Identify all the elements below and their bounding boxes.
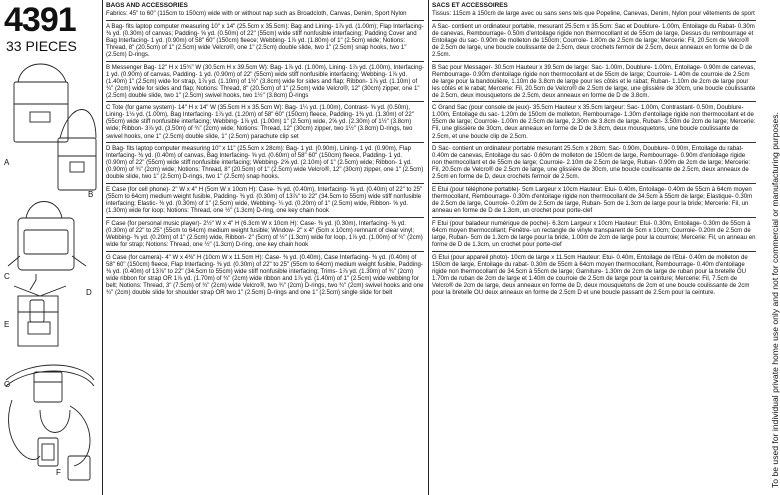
french-fabrics: Tissus: 115cm à 150cm de large avec ou sans sens tels que Popeline, Canevas, Denim, Nylon pour vêtements de sport <box>432 10 755 18</box>
case-e-drawing <box>30 274 44 322</box>
figure-label-f: F <box>56 468 61 477</box>
divider-left <box>102 0 103 495</box>
bag-d-drawing <box>14 286 66 346</box>
english-column <box>106 2 424 492</box>
french-section: G Etui (pour appareil photo)- 10cm de large x 11.5cm Hauteur: Etui- 0.40m, Entoilage de l'Etui- 0.40m de molleton de 150cm de large, Entoilage du rabat- 0.30m de 55cm à 64cm moyen thermocollant, Rembourrage- 0.40m d'entoilage rigide non thermocollant de 34.5cm à 55cm de large; Garniture- 1.30m de 2cm de large de ruban pour la bretelle OU 1.70m de ruban de 2cm de large et 1.40m de courroie de 2.5cm de large pour la ceinture; Mercerie: Fil, 7.5cm de Velcro® de 2cm de large, deux anneaux en forme de D, deux mousquetons de 2cm et une boucle coulissante de 2cm pour la bretelle OU deux anneaux en forme de 2.5cm D et une boucle passant de 2.5cm pour la ceinture. <box>432 253 750 296</box>
french-header: SACS ET ACCESSOIRES <box>432 2 508 9</box>
french-section: F Etui (pour baladeur numérique de poche)- 6.3cm Largeur x 10cm Hauteur: Etui- 0.30m, Entoilage- 0.30m de 55cm à 64cm moyen thermocollant; Fenêtre- un rectangle de vinyle transparent de 5cm x 10cm; Courroie- 0.20m de 2.5cm de large, Ruban- 5cm de 1.3cm de large pour la bride, 1.00m de 2cm de large pour la courroie; Mercerie: Fil, un anneau en forme de D de 1.3cm, un crochet pour porte-clef <box>432 219 756 248</box>
bag-c-drawing <box>8 202 86 271</box>
english-section: G Case (for camera)- 4" W x 4⅜" H (10cm W x 11.5cm H): Case- ⅜ yd. (0.40m), Case Interfacing- ⅜ yd. (0.40m) of 58" 60" (150cm) fleece, Flap Interfacing- ⅜ yd. (0.30m) of 22" to 25" (55cm to 64cm) medium weight fusible, Padding- ⅜ yd. (0.40m) of 13⅞" to 22" (34.5cm to 55cm) wide stiff nonfusible interfacing; Trims- 1⅞ yd. (1.30m) of ¾" (2cm) wide ribbon for strap OR 1⅞ yd. (1.70m) of ¾" (2cm) wide ribbon and 1⅞ yd. (1.40m) of 1" (2.5cm) wide webbing for belt; Notions: Thread, 3" (7.5cm) of ¾" (2cm) wide Velcro®, two ¾" (2cm) D-rings, two ¾" (2cm) swivel hooks and one ¾" (2cm) double slide for shoulder strap OR two 1" (2.5cm) D-rings and one 1" (2.5cm) single slide for belt <box>106 253 424 296</box>
case-f-drawing <box>38 410 70 466</box>
case-g-drawing <box>6 365 94 402</box>
pieces-count: 33 PIECES <box>6 38 77 54</box>
pattern-cover-column <box>0 0 100 495</box>
figure-label-b: B <box>88 190 94 199</box>
french-section: C Grand Sac (pour console de jeux)- 35.5cm Hauteur x 35.5cm largeur: Sac- 1.00m, Contrastant- 0.50m, Doublure- 1.00m, Entoilage du sac- 1.20m de 150cm de molleton, Rembourrage- 1.30m d'entoilage rigide non thermocollant et de 55cm de large; Courroie- 1.00m de 2.5cm de large, 2.30m de 3.8cm de large, Ruban- 3.50m de 2cm de large; Mercerie: Fil, une glissière de 30cm, deux anneaux en forme de D de 3.8cm, deux mousquetons, une boucle coulissante de 2.5cm, et une boucle clip de 2.5cm. <box>432 104 756 140</box>
french-column <box>432 2 756 492</box>
line-drawings <box>0 60 100 490</box>
usage-notice-text: To be used for individual private home use only and not for commercial or manufacturing purposes. <box>770 112 780 488</box>
figure-label-g: G <box>4 380 11 389</box>
figure-label-c: C <box>4 272 10 281</box>
english-fabrics: Fabrics: 45" to 60" (115cm to 150cm) wide with or without nap such as Broadcloth, Canvas, Denim, Sport Nylon <box>106 10 407 18</box>
english-header: BAGS AND ACCESSORIES <box>106 2 188 9</box>
french-section: E Etui (pour téléphone portable)- 5cm Largeur x 10cm Hauteur: Etui- 0.40m, Entoilage- 0.40m de 55cm à 64cm moyen thermocollant, Rembourrage- 0.30m d'entoilage rigide non thermocollant de 34.5cm à 55cm de large; Elastique- 0.30m de 2.5cm de large, Courroie- 0.20m de 2.5cm de large, Ruban- 5cm de 1.3cm de large pour la bride; Mercerie: Fil, un anneau en forme de D de 1.3cm, un crochet pour porte-clef <box>432 186 753 215</box>
case-g2-drawing <box>9 400 91 480</box>
french-section: B Sac pour Messager- 30.5cm Hauteur x 39.5cm de large: Sac- 1.00m, Doublure- 1.00m, Entoilage- 0.90m de canevas, Rembourrage- 0.90m d'entoilage rigide non thermocollant et de 55cm de large; Courroie- 1.40m de courroie de 2.5cm de large pour la bandoulière, 1.10m de 3.8cm de large pour les côtés et le rabat; Ruban- 1.10m de 2cm de large pour les côtés et le rabat; Mercerie: Fil, 20.5cm de Velcro® de 2.5cm de large, une glissière de 30cm, une boucle coulissante de 2.5cm, deux mousquetons de 2.5cm, deux anneaux en forme de D de 3.8cm. <box>432 63 756 99</box>
bag-b-drawing <box>58 110 96 191</box>
english-section: B Messenger Bag- 12" H x 15¾" W (30.5cm H x 39.5cm W): Bag- 1⅞ yd. (1.00m), Lining- 1⅞ yd. (1.00m), Interfacing- 1 yd. (0.90m) of canvas, Padding- 1 yd. (0.90m) of 22" (55cm) wide stiff nonfusible interfacing; Webbing- 1⅞ yd. (1.40m) 1" (2.5cm) wide for strap, 1⅞ yd. (1.10m) of 1½" (3.8cm) wide for sides and flap; Ribbon- 1⅞ yd. (1.10m) of ¾" (2cm) wide for sides and flap; Notions: Thread, 8" (20.5cm) of 1" (2.5cm) wide Velcro®, 12" (30cm) zipper, one 1" (2.5cm) double slide, two 1" (2.5cm) swivel hooks, two 1½" (3.8cm) D-rings <box>106 63 424 99</box>
figure-label-a: A <box>4 158 10 167</box>
english-section: E Case (for cell phone)- 2" W x 4" H (5cm W x 10cm H): Case- ⅜ yd. (0.40m), Interfacing- ⅝ yd. (0.40m) of 22" to 25" (55cm to 64cm) medium weight fusible, Padding- ⅜ yd. (0.30m) of 13⅞" to 22" (34.5cm to 55cm) wide stiff nonfusible interfacing; Elastic- ⅜ yd. (0.30m) of 1" (2.5cm) wide, Webbing- ¼ yd. (0.20m) of 1" (2.5cm) wide, Ribbon- ⅝ yd. (1.30m) wide for loop; Notions: Thread, one ½" (1.3cm) D-ring, one key chain hook <box>106 186 423 215</box>
english-section: C Tote (for game system)- 14" H x 14" W (35.5cm H x 35.5cm W): Bag- 1¼ yd. (1.00m), Contrast- ⅝ yd. (0.50m), Lining- 1⅛ yd. (1.00m), Bag Interfacing- 1⅞ yd. (1.20m) of 58" 60" (150cm) fleece, Padding- 1⅜ yd. (1.30m) of 22" (55cm) wide stiff nonfusible interfacing; Webbing- 1⅞ yd. (1.00m) 1" (2.5cm) wide, 2⅝ yd. (2.30m) of 1½" (3.8cm) wide; Ribbon- 3⅞ yd. (3.50m) of ¾" (2cm) wide; Notions: Thread, 12" (30cm) zipper, two 1½" (3.8cm) D-rings, two swivel hooks, one 1" (2.5cm) double slide, 1" (2.5cm) parachute clip set <box>106 104 414 140</box>
pattern-number: 4391 <box>4 1 76 39</box>
english-section: D Bag- fits laptop computer measuring 10" x 11" (25.5cm x 28cm): Bag- 1 yd. (0.90m), Lining- 1 yd. (0.90m), Flap Interfacing- ⅜ yd. (0.40m) of canvas, Bag Interfacing- ⅝ yd. (0.60m) of 58" 60" (150cm) fleece, Padding- 1 yd. (0.90m) of 22" (55cm) wide stiff nonfusible interfacing; Webbing- 2⅝ yd. (2.10m) of 1" (2.5cm) wide; Ribbon- 1 yd. (0.90m) of ¾" (2cm) wide; Notions: Thread, 8" (20.5cm) of 1" (2.5cm) wide Velcro®, 12" (30cm) zipper, one 1" (2.5cm) double slide, two 1" (2.5cm) D-rings, two 1" (2.5cm) snap hooks. <box>106 145 424 181</box>
figure-label-e: E <box>4 320 10 329</box>
french-section: D Sac- contient un ordinateur portable mesurant 25.5cm x 28cm: Sac- 0.90m, Doublure- 0.90m, Entoilage du rabat- 0.40m de canevas, Entoilage du sac- 0.60m de molleton de 150cm de large, Rembourrage- 0.90m d'entoilage rigide non thermocollant et de 55cm de large; Courroie- 2.10m de 2.5cm de large, Ruban- 0.90m de 2cm de large; Mercerie: Fil, 20.5cm de Velcro® de 2.5cm de large, une glissière de 30cm, une boucle coulissante de 2.5cm, deux anneaux de 2.5cm en forme de D, deux crochets fermoir de 2.5cm. <box>432 145 751 181</box>
english-section: A Bag- fits laptop computer measuring 10" x 14" (25.5cm x 35.5cm): Bag and Lining- 1⅞ yd. (1.00m); Flap Interfacing- ⅜ yd. (0.30m) of canvas; Padding- ⅝ yd. (0.50m) of 22" (55cm) wide stiff nonfusible interfacing; Padding Cover and Bag Interfacing- 1 yd. (0.90m) of 58" 60" (150cm) fleece; Webbing- 1⅞ yd. (1.80m) of 1" (2.5cm) wide; Notions: Thread, 8" (20.5cm) of 1" (2.5cm) wide Velcro®, one 1" (2.5cm) double slide, two 1" (2.5cm) snap hooks, two 1" (2.5cm) D-rings. <box>106 22 424 58</box>
divider-middle <box>428 0 429 495</box>
figure-label-d: D <box>86 288 92 297</box>
english-section: F Case (for personal music player)- 2½" W x 4" H (6.3cm W x 10cm H): Case- ⅜ yd. (0.30m), Interfacing- ⅜ yd. (0.30m) of 22" to 25" (55cm to 64cm) medium weight fusible; Window- 2" x 4" (5cm x 10cm) remnant of clear vinyl; Webbing- ⅜ yd. (0.20m) of 1" (2.5cm) wide, Ribbon- 2" (5cm) of ½" (1.3cm) wide for loop, 1⅞ yd. (1.00m) of ¾" (2cm) wide for strap; Notions: Thread, one ½" (1.3cm) D-ring, one key chain hook <box>106 219 423 248</box>
french-section: A Sac- contient un ordinateur portable, mesurant 25.5cm x 35.5cm: Sac et Doublure- 1.00m, Entoilage du Rabat- 0.30m de canevas, Rembourrage- 0.50m d'entoilage rigide non thermocollant et de 55cm de large, Dessus du rembourrage et Entoilage du sac- 0.90m de molleton de 150cm; Courroie- 1.80m de 2.5cm de large; Mercerie: Fil, 20.5cm de Velcro® de 2.5cm de large, une boucle coulissante de 2.5cm, deux crochets fermoir de 2.5cm, deux anneaux en forme de D de 2.5cm. <box>432 22 755 58</box>
usage-notice <box>760 0 780 495</box>
bag-a-drawing <box>14 64 68 142</box>
